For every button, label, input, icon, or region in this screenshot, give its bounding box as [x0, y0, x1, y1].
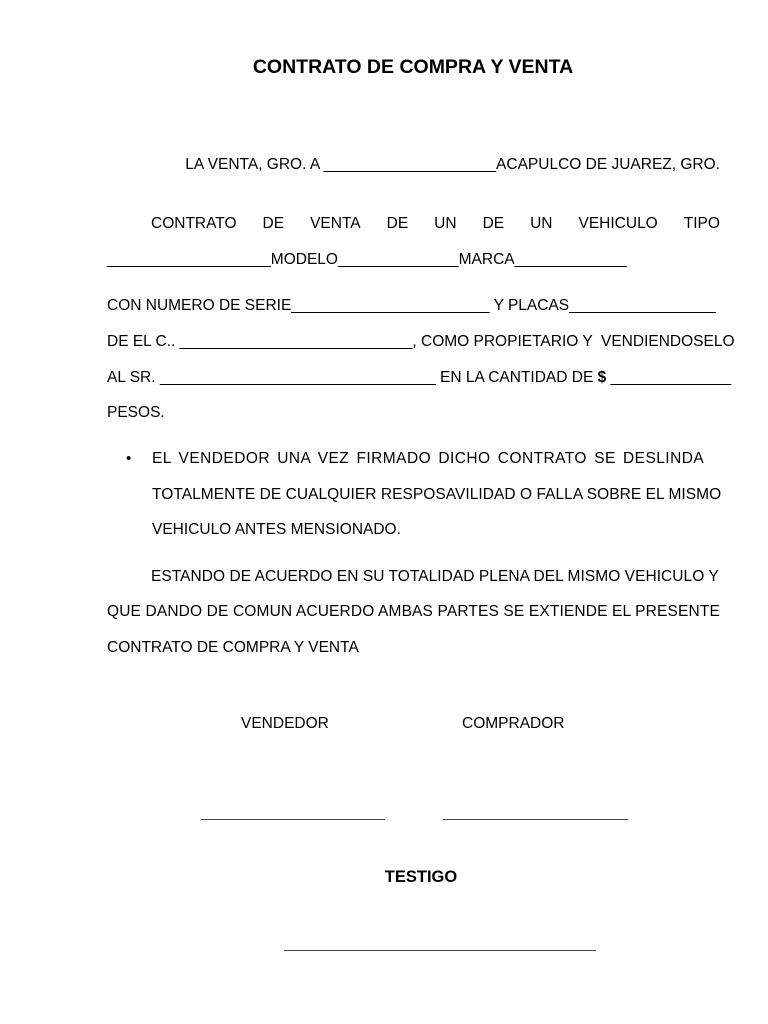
witness-signature-line [284, 950, 596, 951]
model-brand-line: ___________________MODELO______________MARCA_____________ [107, 251, 627, 268]
word: DE [482, 215, 505, 232]
bullet-text: EL VENDEDOR UNA VEZ FIRMADO DICHO CONTRATO SE DESLINDA [152, 450, 705, 467]
bullet-line-3: VEHICULO ANTES MENSIONADO. [152, 521, 401, 538]
buyer-amount-line [107, 369, 732, 387]
dollar-sign: $ [597, 369, 607, 386]
closing-line-1: ESTANDO DE ACUERDO EN SU TOTALIDAD PLENA DEL MISMO VEHICULO Y [151, 568, 719, 585]
word: TIPO [683, 215, 720, 232]
witness-label: TESTIGO [384, 868, 458, 886]
word: DE [262, 215, 285, 232]
word: VEHICULO [578, 215, 658, 232]
closing-line-3: CONTRATO DE COMPRA Y VENTA [107, 639, 359, 656]
buyer-signature-line [443, 819, 628, 820]
owner-line: DE EL C.. ___________________________, COMO PROPIETARIO Y VENDIENDOSELO [107, 333, 735, 350]
word: DE [386, 215, 409, 232]
seller-signature-line [201, 819, 385, 820]
bullet-icon: • [126, 450, 132, 467]
closing-line-2: QUE DANDO DE COMUN ACUERDO AMBAS PARTES SE EXTIENDE EL PRESENTE [107, 603, 720, 620]
pesos-line: PESOS. [107, 404, 165, 421]
document-title: CONTRATO DE COMPRA Y VENTA [252, 56, 574, 78]
buyer-label: COMPRADOR [462, 715, 565, 732]
word: UN [434, 215, 457, 232]
buyer-amount-text: AL SR. ________________________________ EN LA CANTIDAD DE [107, 369, 598, 386]
serial-plates-line: CON NUMERO DE SERIE_______________________ Y PLACAS_________________ [107, 297, 716, 314]
vehicle-type-line [151, 215, 720, 233]
amount-blank: ______________ [606, 369, 732, 386]
word: VENTA [310, 215, 361, 232]
word: CONTRATO [151, 215, 237, 232]
bullet-line-1 [152, 450, 720, 468]
bullet-line-2: TOTALMENTE DE CUALQUIER RESPOSAVILIDAD O FALLA SOBRE EL MISMO [152, 486, 722, 503]
place-date-line: LA VENTA, GRO. A ____________________ACAPULCO DE JUAREZ, GRO. [185, 156, 720, 173]
word: UN [530, 215, 553, 232]
seller-label: VENDEDOR [241, 715, 329, 732]
